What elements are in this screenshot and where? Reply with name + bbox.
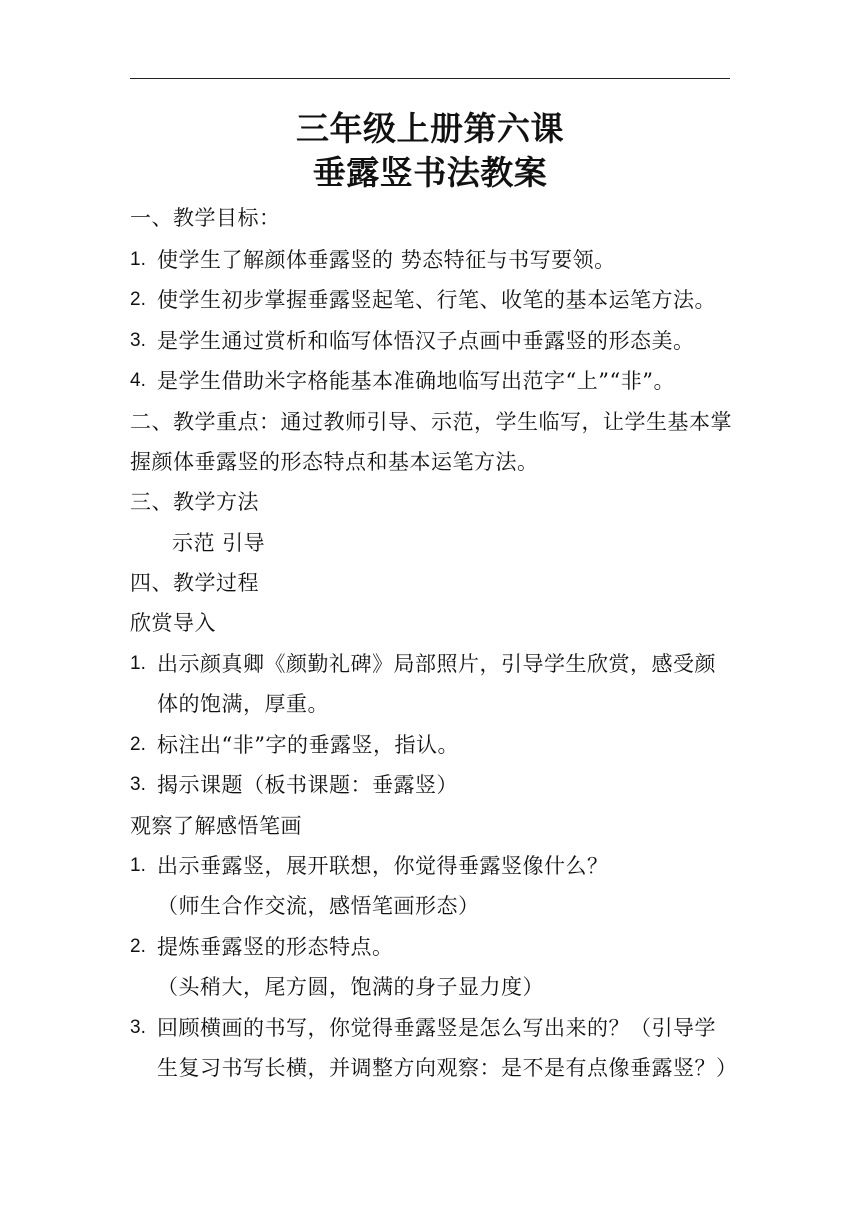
observe-step-text-continued: 生复习书写长横，并调整方向观察：是不是有点像垂露竖？） [157, 1056, 738, 1080]
observe-step-note: （头稍大，尾方圆，饱满的身子显力度） [157, 975, 544, 999]
intro-step-text: 揭示课题（板书课题：垂露竖） [157, 773, 458, 797]
document-title-line2: 垂露竖书法教案 [312, 153, 548, 192]
document-title-line1: 三年级上册第六课 [296, 109, 564, 148]
section-key-points-line2: 握颜体垂露竖的形态特点和基本运笔方法。 [130, 450, 539, 474]
objective-text: 是学生借助米字格能基本准确地临写出范字“上”“非”。 [157, 369, 675, 393]
subsection-heading-observe: 观察了解感悟笔画 [130, 814, 302, 838]
objective-number: 1. [130, 249, 146, 270]
intro-step-number: 3. [130, 774, 146, 795]
observe-step-number: 1. [130, 855, 146, 876]
methods-content: 示范 引导 [172, 531, 266, 555]
header-rule [130, 78, 730, 79]
observe-step-number: 3. [130, 1017, 146, 1038]
intro-step-text: 出示颜真卿《颜勤礼碑》局部照片，引导学生欣赏，感受颜 [157, 652, 716, 676]
subsection-heading-intro: 欣赏导入 [130, 611, 216, 635]
observe-step-note: （师生合作交流，感悟笔画形态） [157, 894, 480, 918]
objective-number: 4. [130, 370, 146, 391]
observe-step-text: 提炼垂露竖的形态特点。 [157, 935, 394, 959]
objective-text: 是学生通过赏析和临写体悟汉子点画中垂露竖的形态美。 [157, 329, 695, 353]
observe-step-text: 出示垂露竖，展开联想，你觉得垂露竖像什么？ [157, 854, 609, 878]
intro-step-text: 标注出“非”字的垂露竖，指认。 [157, 733, 459, 757]
intro-step-number: 1. [130, 653, 146, 674]
intro-step-text-continued: 体的饱满，厚重。 [157, 692, 329, 716]
objective-number: 3. [130, 330, 146, 351]
observe-step-text: 回顾横画的书写，你觉得垂露竖是怎么写出来的？（引导学 [157, 1016, 716, 1040]
section-heading-process: 四、教学过程 [130, 571, 259, 595]
section-key-points-line1: 二、教学重点：通过教师引导、示范，学生临写，让学生基本掌 [130, 410, 732, 434]
intro-step-number: 2. [130, 734, 146, 755]
observe-step-number: 2. [130, 936, 146, 957]
objective-text: 使学生了解颜体垂露竖的 势态特征与书写要领。 [157, 248, 616, 272]
objective-text: 使学生初步掌握垂露竖起笔、行笔、收笔的基本运笔方法。 [157, 288, 716, 312]
section-heading-objectives: 一、教学目标： [130, 206, 281, 230]
section-heading-methods: 三、教学方法 [130, 490, 259, 514]
objective-number: 2. [130, 289, 146, 310]
